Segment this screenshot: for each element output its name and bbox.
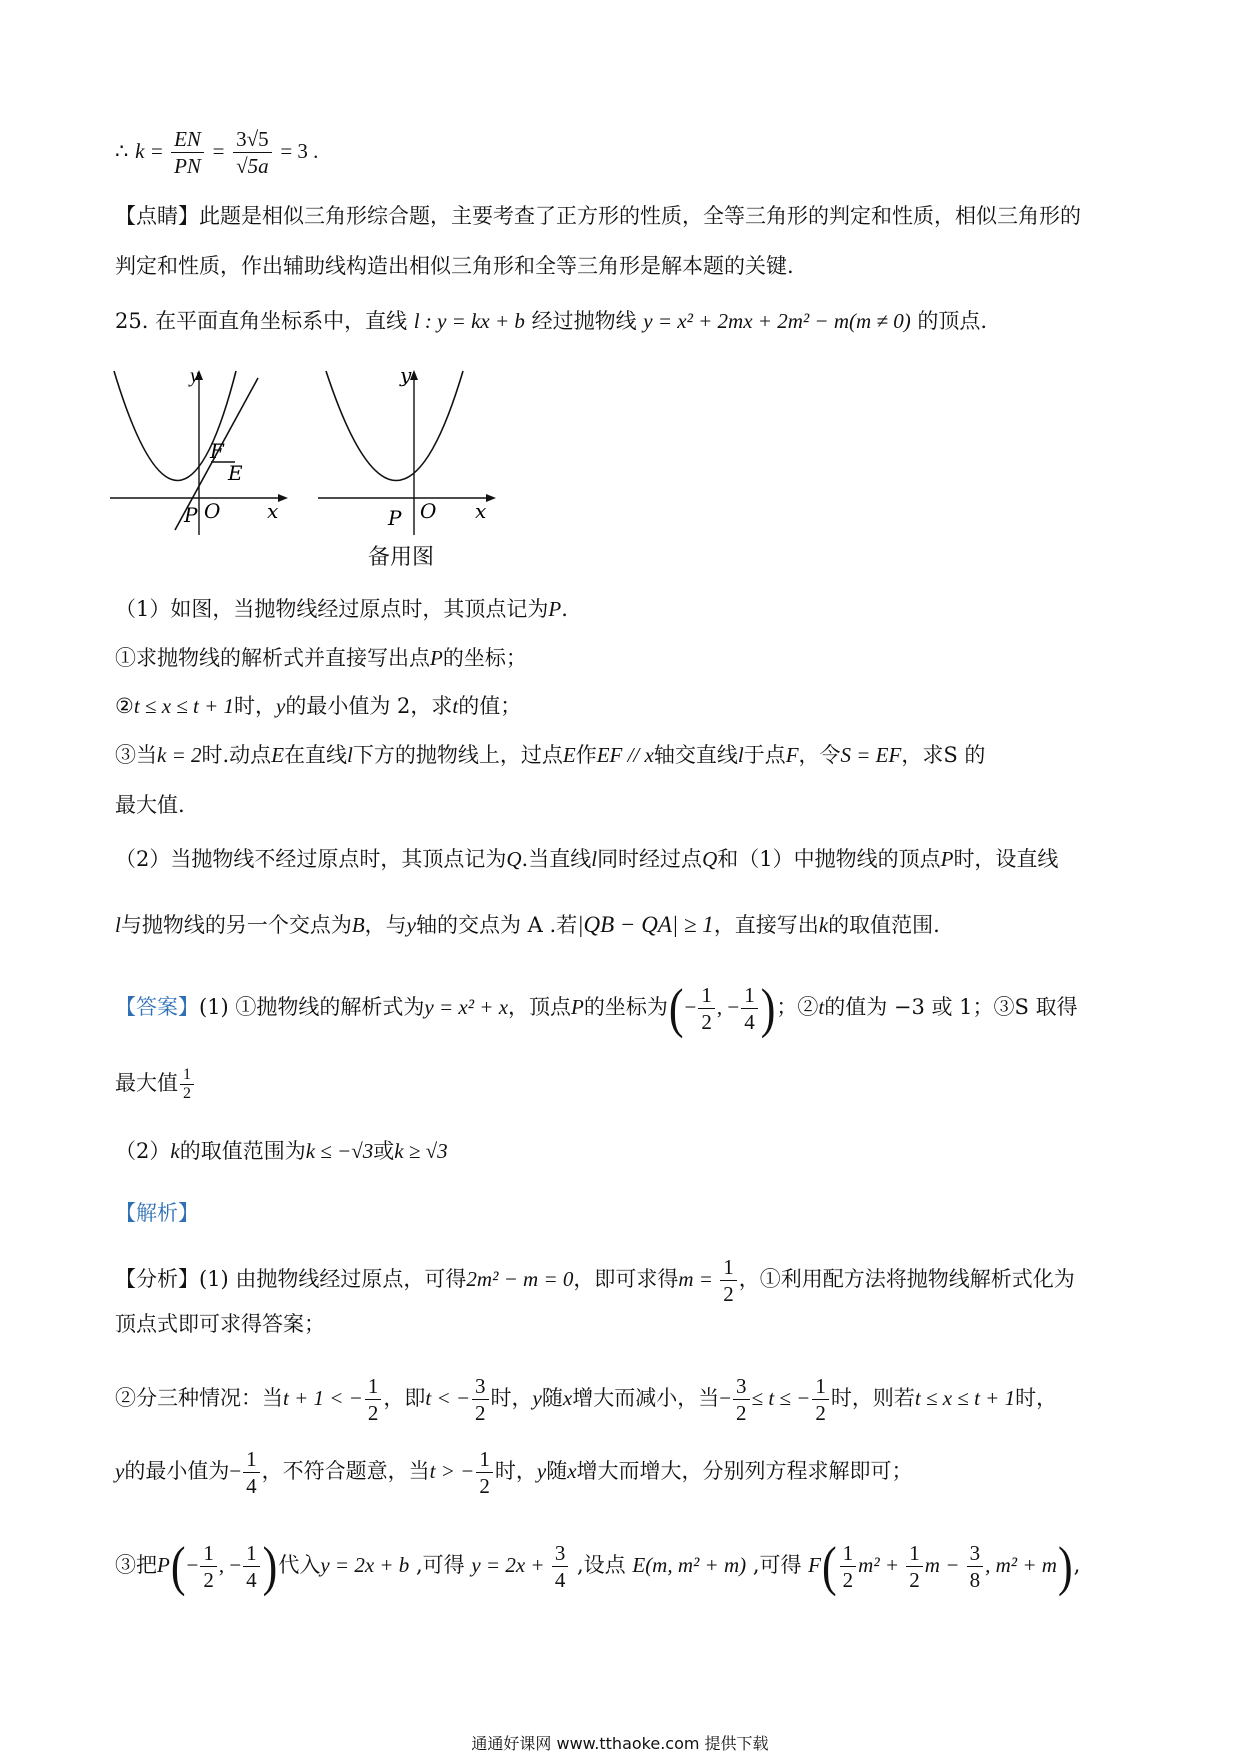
analysis-line-2: 顶点式即可求得答案； (115, 1312, 325, 1336)
problem-text: 经过抛物线 (531, 309, 637, 333)
fraction: $\frac{1}{2}$ (365, 1373, 382, 1426)
conclusion-line: ∴ k = $\frac{EN}{PN}$ = $\frac{3√5}{√5a}$ = 3 . (115, 127, 319, 178)
fraction: $\frac{1}{2}$ (698, 982, 715, 1035)
point-e-label: E (228, 461, 243, 485)
var: P (548, 597, 562, 621)
var: E (271, 743, 285, 767)
answer-tag: 【答案】 (115, 995, 199, 1019)
fraction: $\frac{1}{2}$ (180, 1066, 194, 1103)
x-axis-label: x (475, 499, 487, 523)
analysis-line-1: 【分析】(1) 由抛物线经过原点，可得2m² − m = 0，即可求得m = $\frac{1}{2}$ ，①利用配方法将抛物线解析式化为 (115, 1255, 1075, 1306)
numerator: EN (171, 126, 204, 153)
var: t ≤ x ≤ t + 1 (133, 694, 235, 718)
fraction: $\frac{1}{4}$ (243, 1540, 260, 1593)
analysis-line-4: y的最小值为− $\frac{1}{4}$ ，不符合题意，当t > − $\frac{1}{2}$ 时，y随x增大而增大，分别列方程求解即可； (115, 1447, 913, 1498)
fraction-sqrt (233, 126, 272, 179)
therefore-symbol: ∴ (115, 139, 129, 163)
problem-25-line (115, 306, 987, 336)
fraction: $\frac{1}{2}$ (906, 1540, 923, 1593)
problem-text: 的顶点. (917, 309, 988, 333)
var: E (562, 743, 576, 767)
var: P (430, 646, 443, 670)
analysis-line-5: ③把P(− $\frac{1}{2}$ , − $\frac{1}{4}$ )代入y = 2x + b ,可得 y = 2x + $\frac{3}{4}$ ,设点 E(m, m² + m) ,可得 F( $\frac{1}{2}$ m² + $\frac{1}{2}$ m − $\frac{3}{8}$ , m² + m), (115, 1535, 1081, 1597)
numerator: 3√5 (233, 126, 272, 153)
fraction: $\frac{3}{2}$ (472, 1373, 489, 1426)
page-footer: 通通好课网 www.tthaoke.com 提供下载 (471, 1734, 769, 1753)
var: y (276, 694, 286, 718)
origin-label: O (204, 499, 221, 523)
question-1-3: ③当k = 2时.动点E在直线l下方的抛物线上，过点E作EF // x轴交直线l于点F，令S = EF，求S 的 (115, 743, 986, 767)
var: k = 2 (157, 743, 202, 767)
var: Q (506, 847, 522, 871)
fraction: $\frac{1}{2}$ (840, 1540, 857, 1593)
problem-text: 25. 在平面直角坐标系中，直线 (115, 309, 408, 333)
var: F (785, 743, 799, 767)
fraction: $\frac{1}{2}$ (812, 1373, 829, 1426)
answer-line-3: （2）k的取值范围为k ≤ −√3或k ≥ √3 (115, 1139, 448, 1163)
question-1-1 (115, 643, 527, 673)
k-equals: k = (135, 139, 170, 163)
comment-line-2: 判定和性质，作出辅助线构造出相似三角形和全等三角形是解本题的关键. (115, 254, 794, 278)
result: = 3 . (280, 139, 319, 163)
fraction: $\frac{1}{2}$ (476, 1446, 493, 1499)
point-p-label: P (184, 503, 198, 527)
line-equation: l : y = kx + b (413, 309, 525, 333)
analysis-line-3: ②分三种情况：当t + 1 < − $\frac{1}{2}$ ，即t < − $\frac{3}{2}$ 时，y随x增大而减小，当− $\frac{3}{2}$ ≤ t ≤ − $\frac{1}{2}$ 时，则若t ≤ x ≤ t + 1时， (115, 1374, 1058, 1425)
y-axis-label: y (400, 370, 412, 387)
denominator: √5a (236, 154, 269, 178)
fraction-en-pn (171, 126, 204, 179)
question-2-cont: l与抛物线的另一个交点为B，与y轴的交点为 A .若|QB − QA| ≥ 1，直接写出k的取值范围. (115, 912, 940, 937)
answer-line-2: 最大值 $\frac{1}{2}$ (115, 1066, 196, 1103)
x-axis-label: x (267, 499, 279, 523)
fraction: $\frac{1}{4}$ (243, 1446, 260, 1499)
denominator: PN (174, 154, 201, 178)
var: Q (702, 847, 718, 871)
question-1-3-cont: 最大值. (115, 793, 185, 817)
var: S = EF (840, 743, 902, 767)
origin-label: O (420, 499, 437, 523)
var: l (115, 913, 121, 937)
main-figure (110, 370, 290, 540)
fraction: $\frac{3}{8}$ (967, 1540, 984, 1593)
var: k (818, 913, 829, 937)
fraction: $\frac{3}{2}$ (733, 1373, 750, 1426)
fraction: $\frac{1}{2}$ (720, 1254, 737, 1307)
var: EF // x (596, 743, 654, 767)
var: y (406, 913, 416, 937)
var: |QB − QA| ≥ 1 (577, 912, 714, 937)
var: B (351, 913, 365, 937)
var: y = x² + x (424, 995, 509, 1019)
backup-figure (318, 370, 498, 540)
figure-caption: 备用图 (368, 545, 435, 570)
var: k ≥ √3 (394, 1139, 448, 1163)
var: l (591, 847, 598, 871)
q-text: 的坐标； (442, 646, 527, 670)
q-text: （1）如图，当抛物线经过原点时，其顶点记为 (115, 597, 549, 621)
var: k ≤ −√3 (305, 1139, 374, 1163)
var: P (571, 995, 584, 1019)
q-text: . (561, 597, 568, 621)
point-p-label: P (388, 506, 402, 530)
var: t (452, 694, 459, 718)
answer-line: 【答案】(1) ①抛物线的解析式为y = x² + x，顶点P的坐标为(− $\frac{1}{2}$ , − $\frac{1}{4}$ )；②t的值为 −3 或 1；③S 取得 (115, 977, 1078, 1039)
fraction: $\frac{1}{2}$ (200, 1540, 217, 1593)
question-2: （2）当抛物线不经过原点时，其顶点记为Q.当直线l同时经过点Q和（1）中抛物线的顶点P时，设直线 (115, 847, 1059, 871)
question-1-2: ②t ≤ x ≤ t + 1时，y的最小值为 2，求t的值； (115, 694, 522, 718)
var: l (737, 743, 744, 767)
point-f-label: F (210, 439, 224, 463)
var: 2m² − m = 0 (466, 1267, 574, 1291)
var: k (170, 1139, 180, 1163)
analysis-head: 【分析】 (115, 1267, 199, 1291)
fraction: $\frac{1}{4}$ (741, 982, 758, 1035)
parabola-equation: y = x² + 2mx + 2m² − m(m ≠ 0) (643, 309, 911, 333)
y-axis-label: y (190, 370, 199, 387)
comment-text: 此题是相似三角形综合题，主要考查了正方形的性质，全等三角形的判定和性质，相似三角形的 (199, 204, 1081, 228)
comment-tag: 【点睛】 (115, 204, 199, 228)
question-1 (115, 594, 568, 624)
var: P (940, 847, 954, 871)
analysis-tag: 【解析】 (115, 1201, 199, 1225)
q-text: ①求抛物线的解析式并直接写出点 (115, 646, 430, 670)
fraction: $\frac{3}{4}$ (552, 1540, 569, 1593)
var: m = (678, 1267, 719, 1291)
var: t (818, 995, 825, 1019)
var: l (347, 743, 353, 767)
comment-line-1 (115, 201, 1081, 231)
